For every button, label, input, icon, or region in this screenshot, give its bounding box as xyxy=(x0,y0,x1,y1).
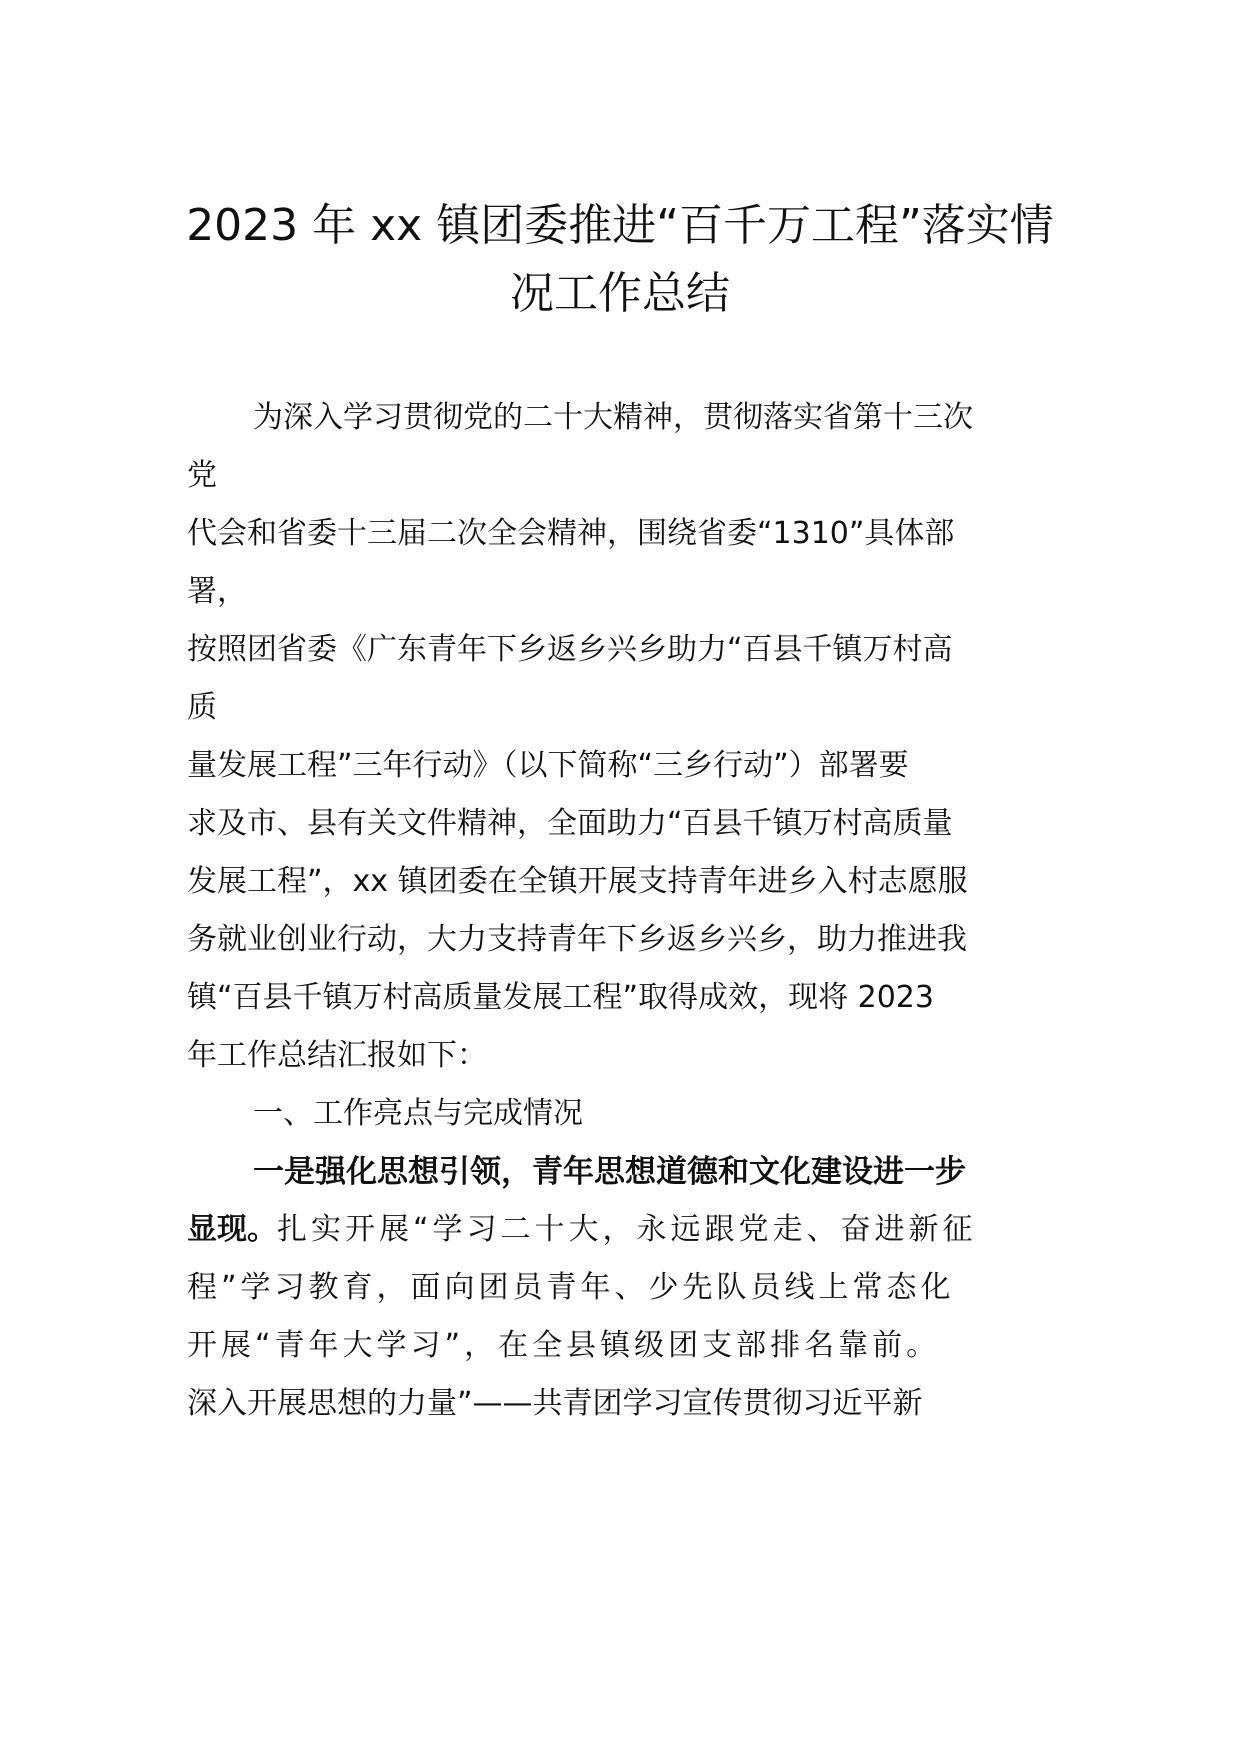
document-title-line-2: 况工作总结 xyxy=(510,268,730,319)
point-body-line: 开展“青年大学习”，在全县镇级团支部排名靠前。 xyxy=(187,1328,941,1363)
point-body-line: 程”学习教育，面向团员青年、少先队员线上常态化 xyxy=(187,1270,955,1305)
paragraph-line: 代会和省委十三届二次全会精神，围绕省委“1310”具体部 xyxy=(187,516,955,551)
paragraph-line: 署， xyxy=(187,574,247,609)
paragraph-line: 求及市、县有关文件精神，全面助力“百县千镇万村高质量 xyxy=(187,806,953,841)
point-body-line: 深入开展思想的力量”——共青团学习宣传贯彻习近平新 xyxy=(187,1386,923,1421)
point-heading-continuation: 显现。 xyxy=(187,1212,277,1247)
point-heading: 一是强化思想引领，青年思想道德和文化建设进一步 xyxy=(253,1154,966,1190)
paragraph-line: 党 xyxy=(187,458,217,493)
section-heading: 一、工作亮点与完成情况 xyxy=(253,1096,583,1131)
paragraph-line: 按照团省委《广东青年下乡返乡兴乡助力“百县千镇万村高 xyxy=(187,632,953,667)
paragraph-line: 质 xyxy=(187,690,217,725)
paragraph-line: 为深入学习贯彻党的二十大精神，贯彻落实省第十三次 xyxy=(253,400,973,435)
paragraph-line: 年工作总结汇报如下： xyxy=(187,1038,487,1073)
paragraph-line: 镇“百县千镇万村高质量发展工程”取得成效，现将 2023 xyxy=(187,980,934,1015)
paragraph-line: 发展工程”，xx 镇团委在全镇开展支持青年进乡入村志愿服 xyxy=(187,864,968,899)
point-body-line xyxy=(187,1210,977,1250)
document-title-line-1: 2023 年 xx 镇团委推进“百千万工程”落实情 xyxy=(186,200,1054,251)
paragraph-line: 量发展工程”三年行动》（以下简称“三乡行动”）部署要 xyxy=(187,748,909,783)
paragraph-line: 务就业创业行动，大力支持青年下乡返乡兴乡，助力推进我 xyxy=(187,922,967,957)
point-body-text: 扎实开展“学习二十大，永远跟党走、奋进新征 xyxy=(277,1212,977,1247)
